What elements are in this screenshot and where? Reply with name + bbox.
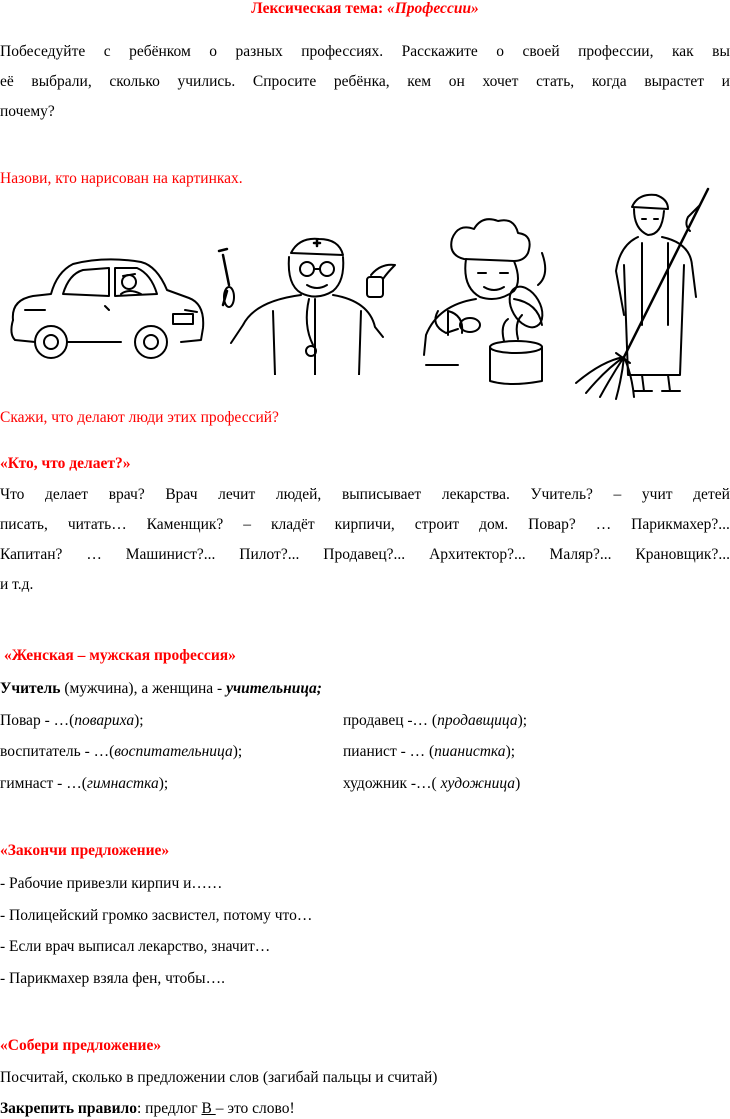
title-prefix: Лексическая тема:	[251, 0, 387, 17]
rule-line	[0, 1100, 730, 1118]
who-does-word: лечит	[218, 486, 256, 503]
who-does-line-1	[0, 480, 730, 510]
intro-word: ребёнка,	[333, 73, 390, 90]
intro-word: стать,	[536, 73, 575, 90]
who-does-word: выписывает	[341, 486, 422, 503]
gender-row	[0, 775, 730, 793]
who-does-line-4: и т.д.	[0, 576, 34, 593]
intro-line-2	[0, 67, 730, 97]
assemble-line: Посчитай, сколько в предложении слов (загибай пальцы и считай)	[0, 1069, 438, 1086]
intro-word: с	[103, 43, 111, 60]
who-does-word: врач?	[108, 486, 145, 503]
finish-item: - Если врач выписал лекарство, значит…	[0, 938, 271, 955]
who-does-word: детей	[693, 486, 730, 503]
title-topic: «Профессии»	[386, 0, 479, 17]
gender-row-right: продавец -… (продавщица);	[343, 712, 528, 729]
who-does-word: Врач	[165, 486, 198, 503]
name-prompt: Назови, кто нарисован на картинках.	[0, 170, 243, 187]
who-does-word: людей,	[275, 486, 322, 503]
car-driver-illustration	[5, 250, 210, 362]
finish-item: - Полицейский громко засвистел, потому что…	[0, 907, 313, 924]
who-does-line-2	[0, 510, 730, 540]
gender-intro-italic: учительница;	[226, 680, 322, 697]
intro-word: профессиях.	[301, 43, 384, 60]
rule-text-b: – это слово!	[215, 1100, 295, 1117]
intro-paragraph	[0, 37, 730, 127]
who-does-word: Повар?	[528, 516, 576, 533]
gender-heading: «Женская – мужская профессия»	[4, 647, 236, 664]
say-prompt: Скажи, что делают люди этих профессий?	[0, 409, 279, 426]
gender-row-left: гимнаст - …(гимнастка);	[0, 775, 169, 792]
gender-row	[0, 712, 730, 730]
who-does-paragraph	[0, 480, 730, 600]
rule-letter: В	[201, 1100, 216, 1117]
who-does-word: Пилот?...	[239, 546, 300, 563]
who-does-word: кирпичи,	[334, 516, 395, 533]
intro-word: и	[721, 73, 730, 90]
intro-word: вы	[712, 43, 730, 60]
intro-word: когда	[591, 73, 627, 90]
intro-word: Расскажите	[401, 43, 478, 60]
who-does-word: строит	[414, 516, 460, 533]
intro-word: вырастет	[644, 73, 704, 90]
who-does-word: учит	[641, 486, 673, 503]
who-does-word: Архитектор?...	[429, 546, 526, 563]
page-title	[0, 0, 730, 18]
finish-heading: «Закончи предложение»	[0, 842, 170, 859]
gender-intro-bold: Учитель	[0, 680, 61, 697]
who-does-word: –	[613, 486, 622, 503]
who-does-word: делает	[45, 486, 89, 503]
who-does-word: Что	[0, 486, 25, 503]
gender-row-right: художник -…( художница)	[343, 775, 521, 792]
gender-row-left: воспитатель - …(воспитательница);	[0, 743, 243, 760]
who-does-word: Каменщик?	[146, 516, 224, 533]
finish-item: - Рабочие привезли кирпич и……	[0, 875, 223, 892]
gender-row-left: Повар - …(повариха);	[0, 712, 144, 729]
who-does-word: Парикмахер?...	[631, 516, 730, 533]
rule-text-a: : предлог	[136, 1100, 202, 1117]
intro-word: профессии,	[578, 43, 654, 60]
who-does-word: Капитан?	[0, 546, 63, 563]
intro-word: хочет	[482, 73, 519, 90]
who-does-word: лекарства.	[441, 486, 510, 503]
who-does-word: –	[243, 516, 252, 533]
who-does-heading: «Кто, что делает?»	[0, 455, 131, 472]
intro-word: выбрали,	[31, 73, 92, 90]
rule-bold: Закрепить правило	[0, 1100, 137, 1117]
street-sweeper-illustration	[572, 185, 722, 400]
who-does-word: Маляр?...	[549, 546, 612, 563]
intro-word: кем	[407, 73, 432, 90]
who-does-word: дом.	[479, 516, 509, 533]
intro-word: своей	[522, 43, 560, 60]
who-does-line-3	[0, 540, 730, 570]
intro-word: о	[209, 43, 218, 60]
who-does-word: кладёт	[271, 516, 315, 533]
gender-intro-mid: (мужчина), а женщина -	[60, 680, 227, 697]
illustrations	[0, 185, 730, 400]
who-does-word: писать,	[0, 516, 48, 533]
assemble-heading: «Собери предложение»	[0, 1037, 162, 1054]
finish-item: - Парикмахер взяла фен, чтобы….	[0, 970, 225, 987]
intro-word: он	[448, 73, 465, 90]
intro-line-1	[0, 37, 730, 67]
cook-illustration	[418, 215, 568, 385]
intro-word: ребёнком	[129, 43, 191, 60]
gender-row-right: пианист - … (пианистка);	[343, 743, 516, 760]
intro-word: о	[496, 43, 504, 60]
intro-word: разных	[235, 43, 283, 60]
who-does-word: Учитель?	[530, 486, 593, 503]
gender-intro	[0, 680, 730, 698]
doctor-illustration	[215, 235, 405, 375]
intro-word: учились.	[177, 73, 236, 90]
intro-word: её	[0, 73, 14, 90]
who-does-word: …	[595, 516, 612, 533]
intro-word: сколько	[109, 73, 160, 90]
gender-row	[0, 743, 730, 761]
intro-word: как	[671, 43, 694, 60]
who-does-word: читать…	[67, 516, 127, 533]
who-does-word: …	[86, 546, 102, 563]
who-does-word: Машинист?...	[125, 546, 216, 563]
intro-line-3: почему?	[0, 103, 55, 120]
who-does-word: Продавец?...	[323, 546, 406, 563]
intro-word: Спросите	[252, 73, 317, 90]
intro-word: Побеседуйте	[0, 43, 86, 60]
who-does-word: Крановщик?...	[635, 546, 730, 563]
